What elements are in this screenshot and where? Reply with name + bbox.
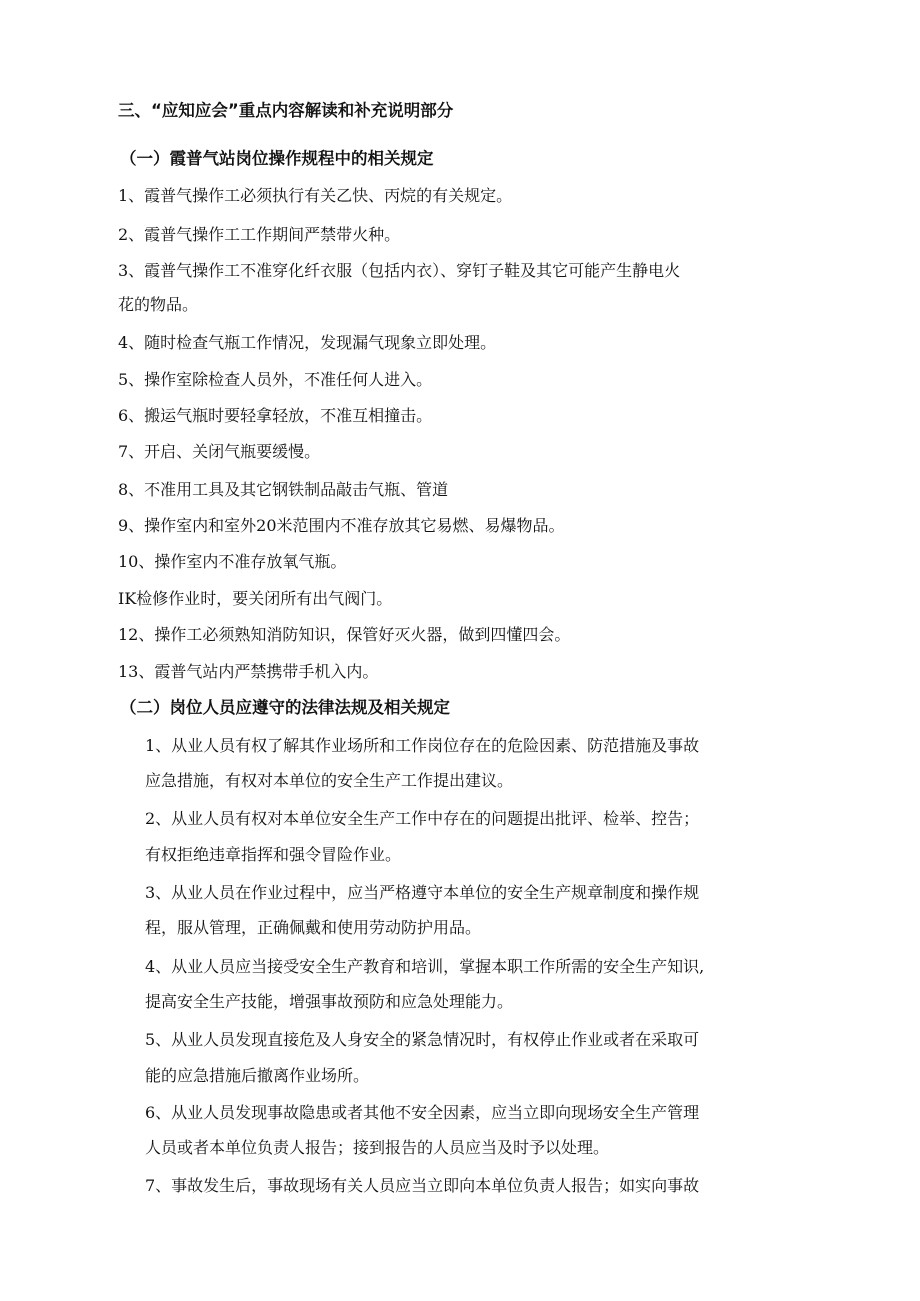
section2-item-5-cont: 能的应急措施后撤离作业场所。 — [145, 1066, 370, 1085]
section2-item-6: 6、从业人员发现事故隐患或者其他不安全因素，应当立即向现场安全生产管理 — [145, 1103, 700, 1122]
document-title: 三、“应知应会”重点内容解读和补充说明部分 — [118, 101, 454, 120]
section2-item-5: 5、从业人员发现直接危及人身安全的紧急情况时，有权停止作业或者在采取可 — [145, 1030, 700, 1049]
section2-heading: （二）岗位人员应遵守的法律法规及相关规定 — [120, 698, 450, 717]
section1-item-1: 1、霞普气操作工必须执行有关乙快、丙烷的有关规定。 — [118, 186, 513, 205]
section2-item-1: 1、从业人员有权了解其作业场所和工作岗位存在的危险因素、防范措施及事故 — [145, 736, 700, 755]
section2-item-4-cont: 提高安全生产技能，增强事故预防和应急处理能力。 — [145, 992, 514, 1011]
section2-item-2: 2、从业人员有权对本单位安全生产工作中存在的问题提出批评、检举、控告； — [145, 809, 700, 828]
section1-item-7: 7、开启、关闭气瓶要缓慢。 — [118, 442, 321, 461]
section1-item-13: 13、霞普气站内严禁携带手机入内。 — [118, 662, 379, 681]
section2-item-1-cont: 应急措施，有权对本单位的安全生产工作提出建议。 — [145, 771, 514, 790]
section2-item-7: 7、事故发生后，事故现场有关人员应当立即向本单位负责人报告；如实向事故 — [145, 1176, 700, 1195]
section1-item-2: 2、霞普气操作工工作期间严禁带火种。 — [118, 225, 401, 244]
section1-item-3-cont: 花的物品。 — [118, 295, 199, 314]
section1-item-8: 8、不准用工具及其它钢铁制品敲击气瓶、管道 — [118, 480, 449, 499]
section1-item-10: 10、操作室内不准存放氧气瓶。 — [118, 552, 347, 571]
section1-item-9: 9、操作室内和室外20米范围内不准存放其它易燃、易爆物品。 — [118, 516, 565, 535]
section2-item-6-cont: 人员或者本单位负责人报告；接到报告的人员应当及时予以处理。 — [145, 1138, 610, 1157]
section2-item-3: 3、从业人员在作业过程中，应当严格遵守本单位的安全生产规章制度和操作规 — [145, 883, 700, 902]
section1-heading: （一）霞普气站岗位操作规程中的相关规定 — [120, 149, 434, 168]
section1-item-6: 6、搬运气瓶时要轻拿轻放，不准互相撞击。 — [118, 406, 433, 425]
section1-item-5: 5、操作室除检查人员外，不准任何人进入。 — [118, 370, 433, 389]
section1-item-3: 3、霞普气操作工不准穿化纤衣服（包括内衣）、穿钉子鞋及其它可能产生静电火 — [118, 261, 681, 280]
section1-item-12: 12、操作工必须熟知消防知识，保管好灭火器，做到四懂四会。 — [118, 625, 571, 644]
section1-item-11: IK检修作业时，要关闭所有出气阀门。 — [118, 589, 393, 608]
section1-item-4: 4、随时检查气瓶工作情况，发现漏气现象立即处理。 — [118, 333, 497, 352]
section2-item-2-cont: 有权拒绝违章指挥和强令冒险作业。 — [145, 845, 402, 864]
section2-item-3-cont: 程，服从管理，正确佩戴和使用劳动防护用品。 — [145, 918, 482, 937]
section2-item-4: 4、从业人员应当接受安全生产教育和培训，掌握本职工作所需的安全生产知识, — [145, 957, 705, 976]
